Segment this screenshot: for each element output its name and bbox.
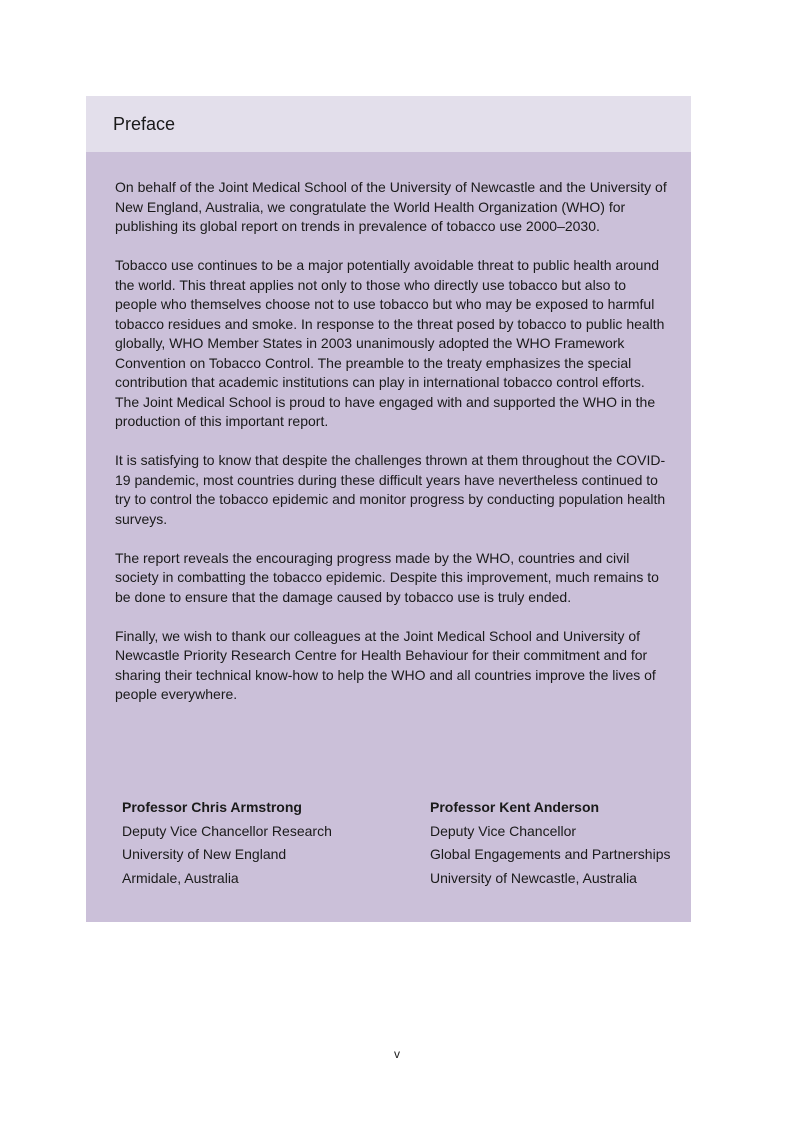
preface-body xyxy=(115,178,667,724)
signatory-name: Professor Kent Anderson xyxy=(430,799,600,815)
signatory-line: Armidale, Australia xyxy=(122,869,239,886)
preface-header xyxy=(86,96,691,152)
signatory-line: University of Newcastle, Australia xyxy=(430,869,637,886)
page-number: v xyxy=(394,1047,400,1061)
preface-title: Preface xyxy=(113,113,176,134)
signatures xyxy=(122,796,682,890)
paragraph: On behalf of the Joint Medical School of the University of Newcastle and the University of New England, Australia, we congratulate the World Health Organization (WHO) for publishing its global report on trends in prevalence of tobacco use 2000–2030. xyxy=(115,179,667,234)
signatory-line: University of New England xyxy=(122,846,287,862)
signatory-line: Global Engagements and Partnerships xyxy=(430,846,671,862)
signatory-line: Deputy Vice Chancellor xyxy=(430,822,577,839)
signatory-line: Deputy Vice Chancellor Research xyxy=(122,822,332,839)
signatory-name: Professor Chris Armstrong xyxy=(122,799,302,815)
paragraph: Tobacco use continues to be a major potentially avoidable threat to public health around the world. This threat applies not only to those who directly use tobacco but also to people who themselves choose not to use tobacco but who may be exposed to harmful tobacco residues and smoke. In response to the threat posed by tobacco to public health globally, WHO Member States in 2003 unanimously adopted the WHO Framework Convention on Tobacco Control. The preamble to the treaty emphasizes the special contribution that academic institutions can play in international tobacco control efforts. The Joint Medical School is proud to have engaged with and supported the WHO in the production of this important report. xyxy=(115,257,665,429)
paragraph: The report reveals the encouraging progress made by the WHO, countries and civil society in combatting the tobacco epidemic. Despite this improvement, much remains to be done to ensure that the damage caused by tobacco use is truly ended. xyxy=(115,549,659,605)
preface-panel xyxy=(86,96,691,922)
paragraph: Finally, we wish to thank our colleagues at the Joint Medical School and University of Newcastle Priority Research Centre for Health Behaviour for their commitment and for sharing their technical know-how to help the WHO and all countries improve the lives of people everywhere. xyxy=(115,627,656,702)
signatory-armstrong xyxy=(122,796,430,890)
paragraph: It is satisfying to know that despite the challenges thrown at them throughout the COVID-19 pandemic, most countries during these difficult years have nevertheless continued to try to control the tobacco epidemic and monitor progress by conducting population health surveys. xyxy=(115,452,666,527)
signatory-anderson xyxy=(430,796,670,890)
